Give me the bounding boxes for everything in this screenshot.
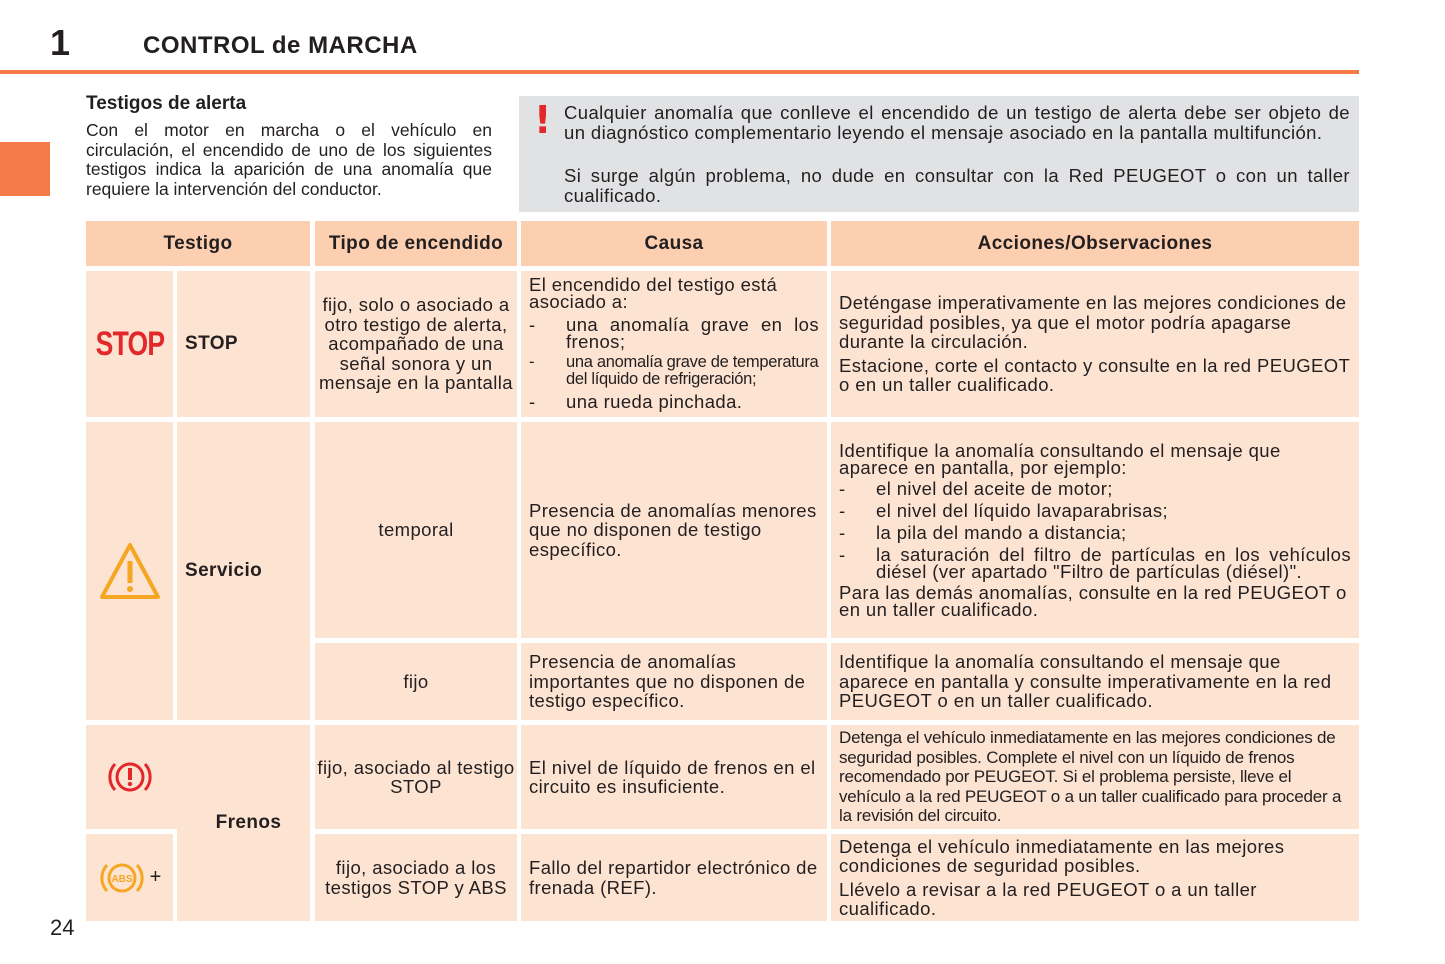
frenos-row2-causa-text: Fallo del repartidor electrónico de frenada (REF). [529, 857, 818, 898]
service-warning-icon [86, 422, 173, 720]
frenos-row2-causa [521, 834, 827, 921]
frenos-row1-acciones-text: Detenga el vehículo inmediatamente en las mejores condiciones de seguridad posibles. Complete el nivel con un líquido de frenos recomendado por PEUGEOT. Si el problema persiste, lleve el vehículo a la red PEUGEOT o a un taller cualificado para proceder a la revisión del circuito. [839, 728, 1342, 826]
section-intro: Con el motor en marcha o el vehículo en circulación, el encendido de uno de los siguientes testigos indica la aparición de una anomalía que requiere la intervención del conductor. [86, 120, 492, 199]
servicio-temporal-tipo: temporal [315, 422, 517, 638]
abs-circle-icon [98, 858, 146, 898]
frenos-row2-tipo: fijo, asociado a los testigos STOP y ABS [315, 834, 517, 921]
warning-text-2: Si surge algún problema, no dude en consultar con la Red PEUGEOT o con un taller cualificado. [564, 165, 1350, 206]
stop-icon [86, 271, 173, 417]
stop-icon-text: STOP [95, 324, 164, 363]
stop-tipo: fijo, solo o asociado a otro testigo de alerta, acompañado de una señal sonora y un mensaje en la pantalla [315, 271, 517, 417]
stop-acciones-1: Deténgase imperativamente en las mejores condiciones de seguridad posibles, ya que el motor podría apagarse durante la circulación. [839, 292, 1347, 353]
exclamation-icon: ! [534, 98, 552, 142]
stop-causa-item: - una anomalía grave de temperatura del líquido de refrigeración; [529, 354, 819, 388]
header-causa: Causa [521, 221, 827, 266]
frenos-row2-acciones-2: Llévelo a revisar a la red PEUGEOT o a un taller cualificado. [839, 878, 1257, 919]
stop-acciones-2: Estacione, corte el contacto y consulte en la red PEUGEOT o en un taller cualificado. [839, 354, 1350, 396]
servicio-acciones-item: - el nivel del líquido lavaparabrisas; [839, 502, 1351, 520]
stop-causa-item: - una anomalía grave en los frenos; [529, 316, 819, 350]
stop-causa-intro: El encendido del testigo está asociado a: [529, 274, 778, 313]
stop-acciones [831, 271, 1359, 417]
servicio-temporal-causa [521, 422, 827, 638]
chapter-title: CONTROL de MARCHA [143, 32, 418, 59]
frenos-row1-causa [521, 725, 827, 829]
brake-circle-icon [106, 757, 154, 797]
brake-icon [86, 725, 173, 829]
warning-triangle-icon [98, 541, 162, 601]
warning-text-1: Cualquier anomalía que conlleve el encendido de un testigo de alerta debe ser objeto de un diagnóstico complementario leyendo el mensaje asociado en la pantalla multifunción. [564, 102, 1350, 143]
frenos-row1-causa-text: El nivel de líquido de frenos en el circuito es insuficiente. [529, 756, 816, 797]
frenos-row2-acciones-1: Detenga el vehículo inmediatamente en las mejores condiciones de seguridad posibles. [839, 835, 1285, 876]
servicio-fijo-tipo: fijo [315, 643, 517, 720]
header-rule [0, 70, 1359, 74]
servicio-acciones-item: - la saturación del filtro de partículas en los vehículos diésel (ver apartado "Filtro de partículas (diésel)". [839, 546, 1351, 580]
stop-causa-item: - una rueda pinchada. [529, 392, 819, 412]
frenos-label: Frenos [215, 812, 282, 833]
servicio-acciones-item: - la pila del mando a distancia; [839, 524, 1351, 542]
servicio-label: Servicio [177, 422, 310, 720]
frenos-row1-acciones [831, 725, 1359, 829]
section-title: Testigos de alerta [86, 93, 247, 114]
servicio-fijo-acciones-text: Identifique la anomalía consultando el mensaje que aparece en pantalla y consulte imperativamente en la red PEUGEOT o en un taller cualificado. [839, 651, 1332, 712]
chapter-side-tab [0, 142, 50, 196]
page-number: 24 [50, 915, 75, 940]
header-tipo: Tipo de encendido [315, 221, 517, 266]
stop-causa [521, 271, 827, 417]
frenos-row1-tipo: fijo, asociado al testigo STOP [315, 725, 517, 829]
abs-icon-text: ABS [111, 873, 133, 885]
servicio-acciones-outro: Para las demás anomalías, consulte en la red PEUGEOT o en un taller cualificado. [839, 582, 1347, 620]
servicio-temporal-causa-text: Presencia de anomalías menores que no disponen de testigo específico. [529, 499, 817, 560]
header-acciones: Acciones/Observaciones [831, 221, 1359, 266]
servicio-temporal-acciones [831, 422, 1359, 638]
stop-label: STOP [177, 271, 310, 417]
header-testigo: Testigo [86, 221, 310, 266]
chapter-number: 1 [50, 22, 71, 63]
abs-icon [86, 834, 173, 921]
servicio-fijo-causa [521, 643, 827, 720]
servicio-fijo-acciones [831, 643, 1359, 720]
warning-box [519, 96, 1359, 212]
servicio-fijo-causa-text: Presencia de anomalías importantes que no disponen de testigo específico. [529, 651, 806, 712]
servicio-acciones-intro: Identifique la anomalía consultando el mensaje que aparece en pantalla, por ejemplo: [839, 440, 1281, 478]
plus-sign: + [149, 866, 162, 888]
frenos-row2-acciones [831, 834, 1359, 921]
servicio-acciones-item: - el nivel del aceite de motor; [839, 480, 1351, 498]
